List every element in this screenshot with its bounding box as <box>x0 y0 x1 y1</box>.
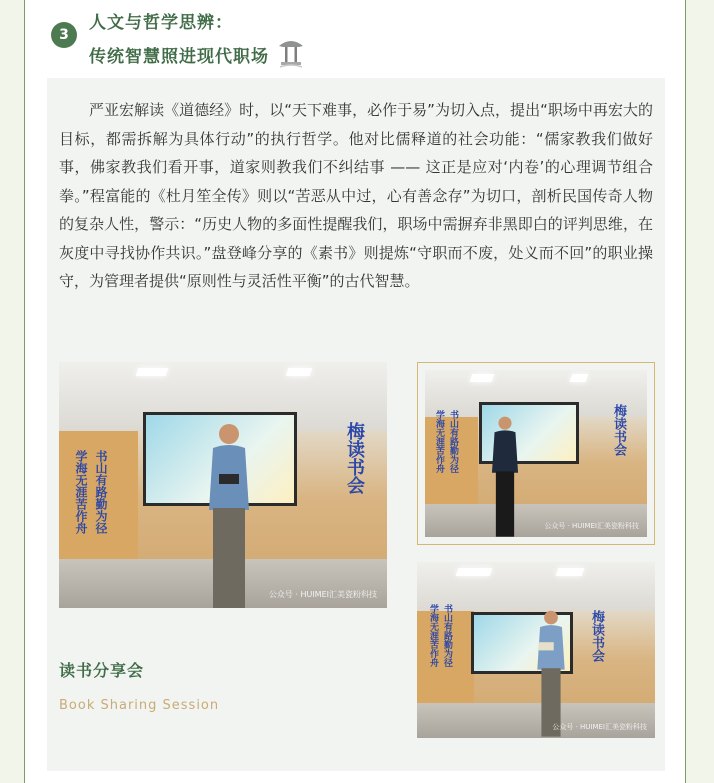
photo-watermark: 公众号 · HUIMEI汇美瓷粉科技 <box>268 590 377 599</box>
wall-calligraphy: 书山有路勤为径 <box>442 604 452 667</box>
section-title-line2: 传统智慧照进现代职场 <box>89 47 269 67</box>
speaker-figure <box>529 608 573 738</box>
wall-calligraphy: 学海无涯苦作舟 <box>428 604 438 667</box>
wall-logo: 梅读书会 <box>589 610 604 662</box>
wall-calligraphy: 书山有路勤为径 <box>448 410 458 473</box>
ceiling-light <box>556 568 585 576</box>
wall-calligraphy: 学海无涯苦作舟 <box>74 450 88 534</box>
caption-title: 读书分享会 <box>59 661 145 680</box>
photo-speaker-3 <box>417 562 655 738</box>
ceiling-light <box>570 374 589 382</box>
wall-logo: 梅读书会 <box>611 404 626 456</box>
speaker-figure <box>199 420 259 608</box>
photo-speaker-2 <box>425 370 647 537</box>
ceiling-light <box>136 368 169 376</box>
photo-speaker-1 <box>59 362 387 608</box>
speaker-figure <box>485 414 525 537</box>
ceiling-light <box>470 374 495 382</box>
content-panel <box>47 78 665 771</box>
section-number-badge: 3 <box>51 22 77 48</box>
photo-watermark: 公众号 · HUIMEI汇美瓷粉科技 <box>544 522 639 530</box>
caption-subtitle: Book Sharing Session <box>59 698 220 713</box>
ceiling-light <box>456 568 493 576</box>
wall-logo: 梅读书会 <box>344 422 365 494</box>
pavilion-icon <box>277 36 305 68</box>
ceiling-light <box>286 368 313 376</box>
photo-watermark: 公众号 · HUIMEI汇美瓷粉科技 <box>552 723 647 731</box>
body-paragraph: 严亚宏解读《道德经》时，以“天下难事，必作于易”为切入点，提出“职场中再宏大的目标，都需拆解为具体行动”的执行哲学。他对比儒释道的社会功能：“儒家教我们做好事，佛家教我们看开事，道家则教我们不纠结事 —— 这正是应对‘内卷’的心理调节组合拳。”程富能的《杜月笙全传》则以“苦恶从中过，心有善念存”为切口，剖析民国传奇人物的复杂人性，警示：“历史人物的多面性提醒我们，职场中需摒弃非黑即白的评判思维，在灰度中寻找协作共识。”盘登峰分享的《素书》则提炼“守职而不废，处义而不回”的职业操守，为管理者提供“原则性与灵活性平衡”的古代智慧。 <box>59 101 653 290</box>
wall-calligraphy: 学海无涯苦作舟 <box>434 410 444 473</box>
article-card <box>24 0 686 783</box>
section-title-line1: 人文与哲学思辨： <box>89 13 233 33</box>
wall-calligraphy: 书山有路勤为径 <box>94 450 108 534</box>
